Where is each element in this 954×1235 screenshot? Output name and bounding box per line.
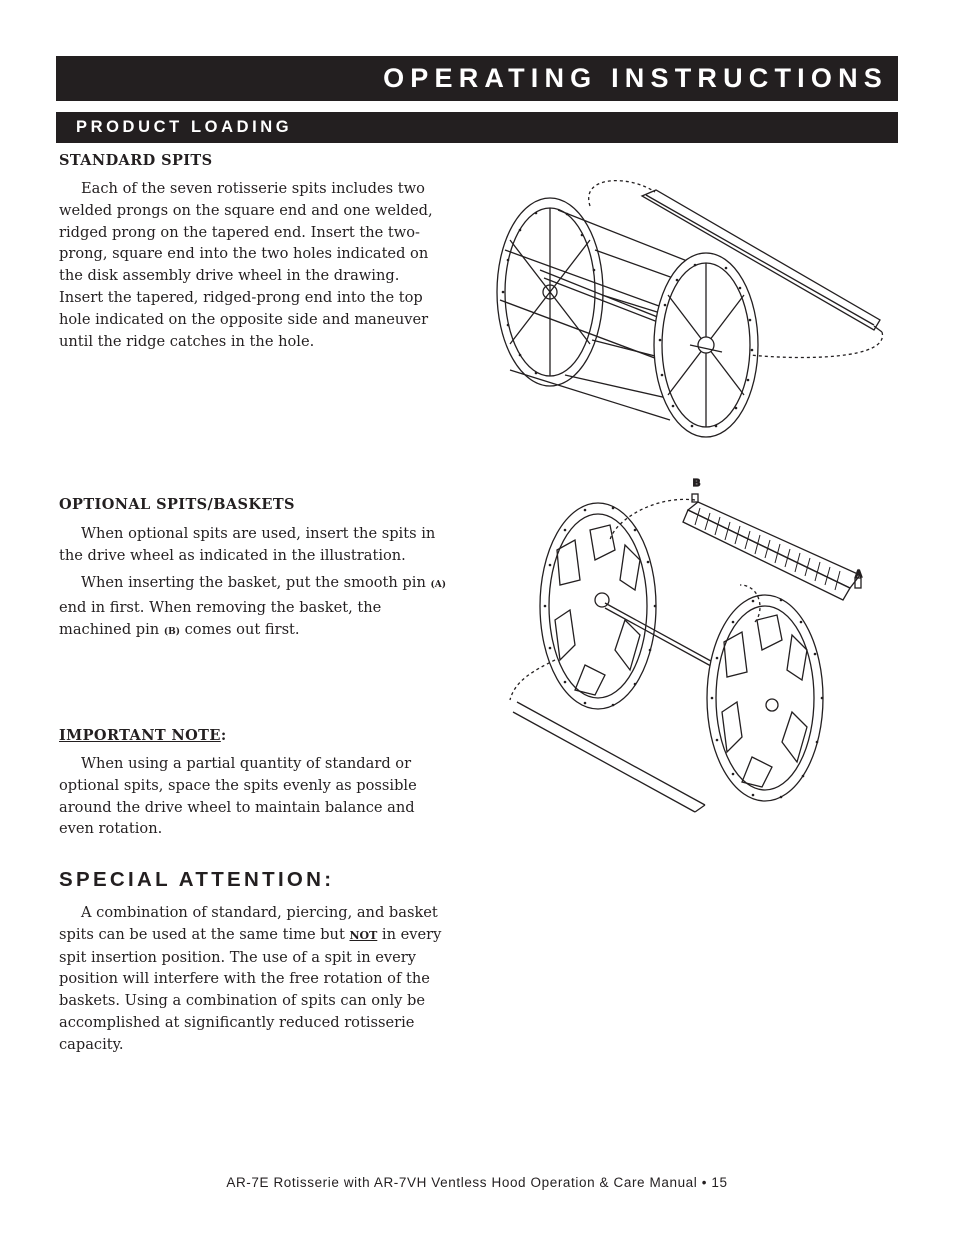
special-text-start: A combination of standard, piercing, and basket spits can be used at the same time but xyxy=(59,904,438,943)
spit-drum-illustration xyxy=(470,170,890,455)
section-title: PRODUCT LOADING xyxy=(76,118,293,136)
basket-instructions-text xyxy=(59,572,451,643)
page-title: OPERATING INSTRUCTIONS xyxy=(383,63,888,93)
basket-text-end: comes out first. xyxy=(179,620,300,638)
special-attention-heading: SPECIAL ATTENTION: xyxy=(59,868,335,891)
important-note-colon: : xyxy=(220,727,227,744)
special-text-end: in every spit insertion position. The use of a spit in every position will interfere with the free rotation of the baskets. Using a combination of spits can only be accomplished at significantly reduced rotisserie capacity. xyxy=(59,925,442,1053)
standard-spits-heading: STANDARD SPITS xyxy=(59,152,213,169)
basket-illustration xyxy=(495,470,880,830)
pin-b-ref: (B) xyxy=(163,626,180,637)
pin-a-ref: (A) xyxy=(430,580,446,590)
important-note-label: IMPORTANT NOTE xyxy=(59,727,221,744)
basket-text-mid: end in first. When removing the basket, the machined pin xyxy=(59,598,382,638)
important-note-text: When using a partial quantity of standard or optional spits, space the spits evenly as possible around the drive wheel to maintain balance and even rotation. xyxy=(59,755,417,838)
standard-spits-text: Each of the seven rotisserie spits includes two welded prongs on the square end and one welded, ridged prong on the tapered end. Insert the two-prong, square end into the two holes indicated on the disk assembly drive wheel in the drawing. Insert the tapered, ridged-prong end into the top hole indicated on the opposite side and maneuver until the ridge catches in the hole. xyxy=(59,180,433,350)
optional-spits-heading: OPTIONAL SPITS/BASKETS xyxy=(59,496,295,513)
optional-spits-text: When optional spits are used, insert the spits in the drive wheel as indicated in the illustration. xyxy=(59,525,436,564)
page-title-banner xyxy=(56,56,898,101)
not-emphasis: NOT xyxy=(349,928,378,942)
basket-text-start: When inserting the basket, put the smooth pin xyxy=(81,574,426,591)
page-footer: AR-7E Rotisserie with AR-7VH Ventless Hood Operation & Care Manual • 15 xyxy=(226,1175,728,1190)
special-attention-text xyxy=(59,902,451,1056)
important-note-heading xyxy=(59,727,227,744)
section-banner xyxy=(56,112,898,143)
pin-b-label: B xyxy=(693,478,701,489)
pin-a-label: A xyxy=(855,569,863,580)
